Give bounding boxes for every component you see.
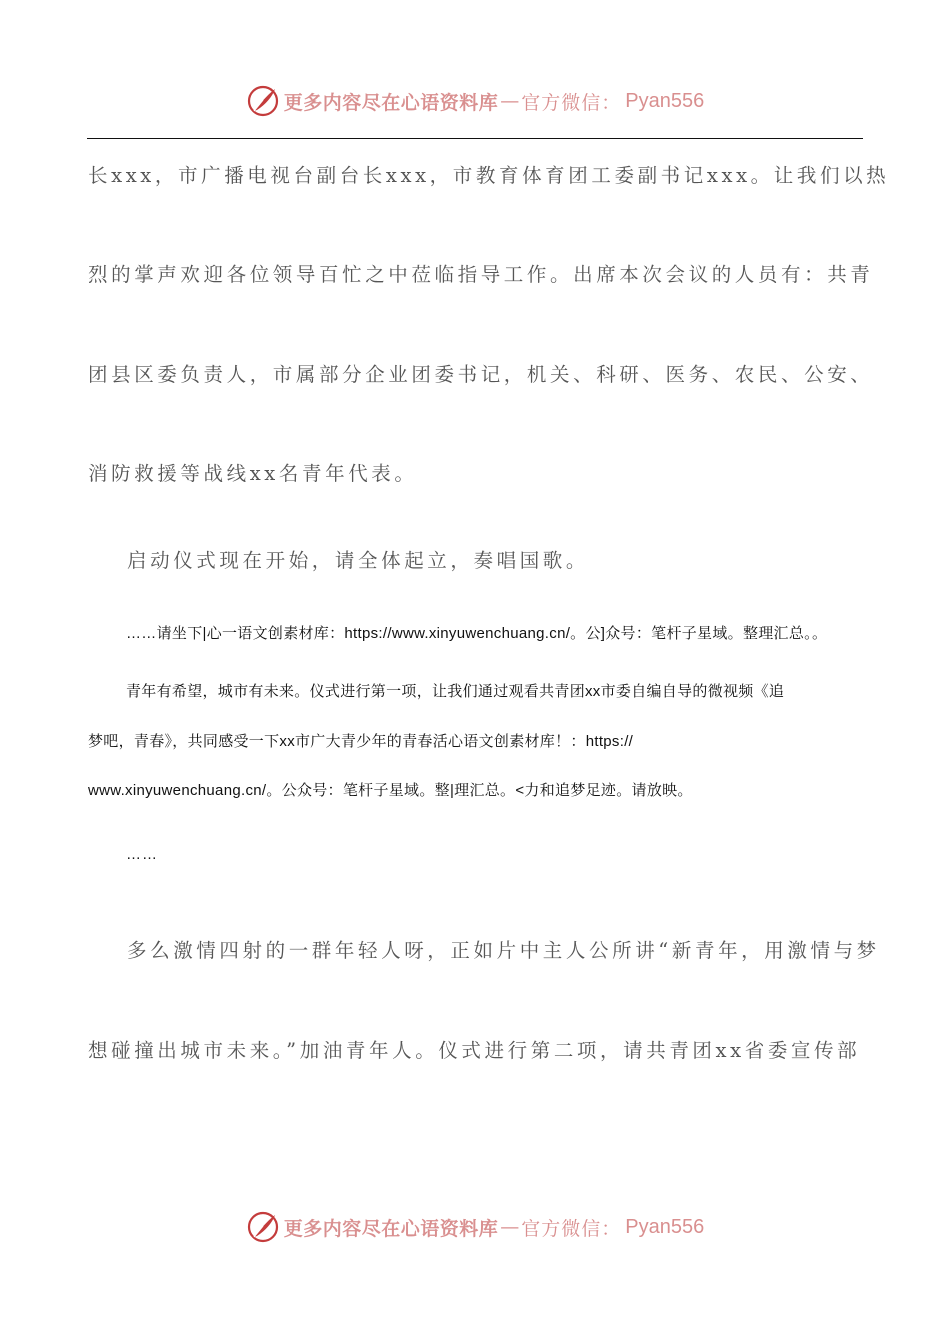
body-line: 多么激情四射的一群年轻人呀，正如片中主人公所讲“新青年，用激情与梦 <box>127 939 880 962</box>
wechat-id: Pyan556 <box>625 89 705 112</box>
header-divider <box>87 138 863 139</box>
header-watermark <box>0 84 950 118</box>
wechat-label: 官方微信： <box>521 1217 622 1240</box>
body-line: 消防救援等战线xx名青年代表。 <box>88 462 418 485</box>
body-line: 想碰撞出城市未来。”加油青年人。仪式进行第二项，请共青团xx省委宣传部 <box>88 1039 861 1062</box>
quill-logo-icon <box>246 1210 280 1244</box>
brand-dash: — <box>500 90 520 112</box>
ellipsis-line: …… <box>126 846 158 863</box>
body-line: 长xxx，市广播电视台副台长xxx，市教育体育团工委副书记xxx。让我们以热 <box>88 164 890 187</box>
body-line: 青年有希望，城市有未来。仪式进行第一项，让我们通过观看共青团xx市委自编自导的微视频《追 <box>126 683 785 700</box>
footer-watermark <box>0 1210 950 1244</box>
wechat-label: 官方微信： <box>521 91 622 114</box>
body-line: 启动仪式现在开始，请全体起立，奏唱国歌。 <box>127 549 590 572</box>
body-line: www.xinyuwenchuang.cn/。公众号：笔杆子星域。整|理汇总。<力和追梦足迹。请放映。 <box>88 782 693 799</box>
brand-dash: — <box>500 1216 520 1238</box>
body-line: 团县区委负责人，市属部分企业团委书记，机关、科研、医务、农民、公安、 <box>88 363 874 386</box>
brand-text: 更多内容尽在心语资料库 <box>283 1217 499 1240</box>
quill-logo-icon <box>246 84 280 118</box>
body-line: 烈的掌声欢迎各位领导百忙之中莅临指导工作。出席本次会议的人员有：共青 <box>88 263 874 286</box>
brand-text: 更多内容尽在心语资料库 <box>283 91 499 114</box>
wechat-id: Pyan556 <box>625 1215 705 1238</box>
watermark-line: ……请坐下|心一语文创素材库：https://www.xinyuwenchuang.cn/。公]众号：笔杆子星域。整理汇总。。 <box>126 625 828 642</box>
body-line: 梦吧，青春》，共同感受一下xx市广大青少年的青春活心语文创素材库！：https:// <box>88 733 634 750</box>
